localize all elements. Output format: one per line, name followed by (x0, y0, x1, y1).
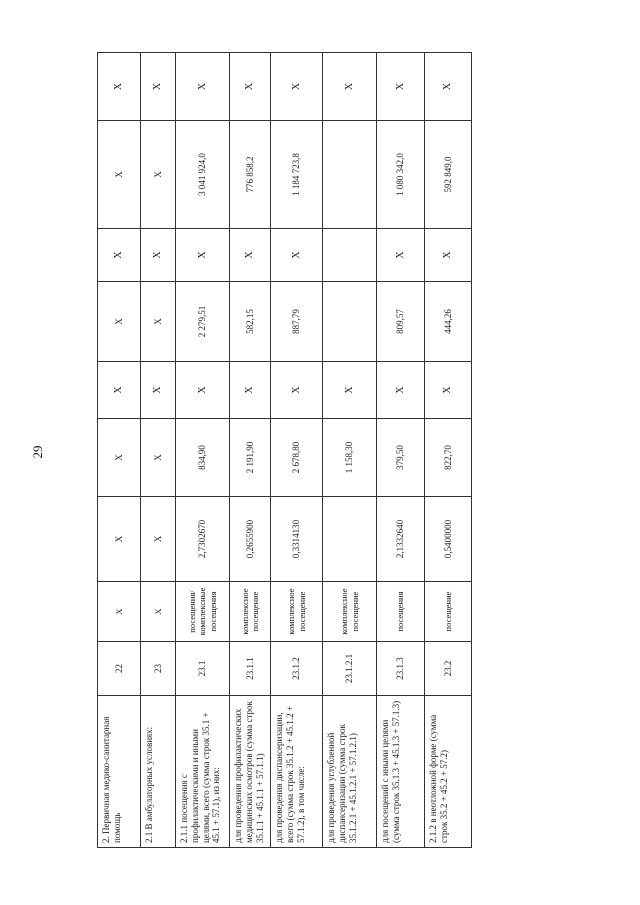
row-label: для проведения профилактических медицинских осмотров (сумма строк 35.1.1 + 45.1.1 + 57.1.1) (230, 696, 271, 848)
row-label: для проведения углубленной диспансеризации (сумма строк 35.1.2.1 + 45.1.2.1 + 57.1.2.1) (323, 696, 377, 848)
cell-col8: X (271, 229, 323, 282)
row-code: 23.1 (176, 642, 230, 696)
per-capita-value: X (98, 282, 141, 362)
unit-of-measure: X (98, 582, 141, 642)
cell-col10: X (377, 53, 425, 121)
cell-col10: X (230, 53, 271, 121)
cost-norm: 2 191,90 (230, 419, 271, 497)
per-capita-value: 2 279,51 (176, 282, 230, 362)
table-row (271, 53, 323, 848)
row-label: 2.1 В амбулаторных условиях: (141, 696, 176, 848)
row-label: для посещений с иными целями (сумма строк 35.1.3 + 45.1.3 + 57.1.3) (377, 696, 425, 848)
per-capita-value: X (141, 282, 176, 362)
cell-col6: X (230, 362, 271, 419)
total-value: X (98, 121, 141, 229)
per-capita-value (323, 282, 377, 362)
row-code: 23.1.1 (230, 642, 271, 696)
cell-col6: X (176, 362, 230, 419)
per-capita-value: 444,26 (425, 282, 472, 362)
cost-norm: X (141, 419, 176, 497)
table-row (98, 53, 141, 848)
row-label: 2.1.2 в неотложной форме (сумма строк 35.2 + 45.2 + 57.2) (425, 696, 472, 848)
row-label: 2. Первичная медико-санитарная помощь (98, 696, 141, 848)
unit-of-measure: X (141, 582, 176, 642)
unit-of-measure: посещение (425, 582, 472, 642)
row-code: 22 (98, 642, 141, 696)
cost-norm: 379,50 (377, 419, 425, 497)
table-row (176, 53, 230, 848)
volume-norm: 2,7302670 (176, 497, 230, 582)
row-code: 23 (141, 642, 176, 696)
total-value: 1 184 723,8 (271, 121, 323, 229)
cell-col6: X (323, 362, 377, 419)
volume-norm: X (98, 497, 141, 582)
cell-col8: X (98, 229, 141, 282)
unit-of-measure: посещения/комплексные посещения (176, 582, 230, 642)
unit-of-measure: комплексное посещение (323, 582, 377, 642)
total-value: 1 080 342,0 (377, 121, 425, 229)
per-capita-value: 887,79 (271, 282, 323, 362)
total-value: 592 849,0 (425, 121, 472, 229)
cost-norm: X (98, 419, 141, 497)
volume-norm: 0,3314130 (271, 497, 323, 582)
row-code: 23.1.2 (271, 642, 323, 696)
page-number: 29 (30, 445, 45, 459)
cell-col6: X (271, 362, 323, 419)
financing-table (97, 52, 472, 848)
cell-col6: X (425, 362, 472, 419)
cell-col8: X (230, 229, 271, 282)
cell-col8: X (141, 229, 176, 282)
cell-col6: X (377, 362, 425, 419)
unit-of-measure: комплексное посещение (271, 582, 323, 642)
cost-norm: 2 678,80 (271, 419, 323, 497)
total-value: 776 858,2 (230, 121, 271, 229)
cell-col6: X (98, 362, 141, 419)
cell-col10: X (98, 53, 141, 121)
table-row (230, 53, 271, 848)
total-value (323, 121, 377, 229)
row-code: 23.2 (425, 642, 472, 696)
cost-norm: 834,90 (176, 419, 230, 497)
volume-norm: 2,1332640 (377, 497, 425, 582)
cell-col10: X (323, 53, 377, 121)
cost-norm: 822,70 (425, 419, 472, 497)
per-capita-value: 582,15 (230, 282, 271, 362)
total-value: 3 041 924,0 (176, 121, 230, 229)
cell-col10: X (176, 53, 230, 121)
row-label: для проведения диспансеризации, всего (сумма строк 35.1.2 + 45.1.2 + 57.1.2), в том числе: (271, 696, 323, 848)
table-row (323, 53, 377, 848)
row-code: 23.1.3 (377, 642, 425, 696)
table-row (141, 53, 176, 848)
cell-col10: X (271, 53, 323, 121)
volume-norm: 0,5400000 (425, 497, 472, 582)
cell-col8 (323, 229, 377, 282)
volume-norm (323, 497, 377, 582)
per-capita-value: 809,57 (377, 282, 425, 362)
row-label: 2.1.1 посещения с профилактическими и иными целями, всего (сумма строк 35.1 + 45.1 + 57.1), из них: (176, 696, 230, 848)
cell-col8: X (377, 229, 425, 282)
table-body (98, 53, 472, 848)
cell-col6: X (141, 362, 176, 419)
volume-norm: 0,2655900 (230, 497, 271, 582)
cell-col8: X (176, 229, 230, 282)
row-code: 23.1.2.1 (323, 642, 377, 696)
cost-norm: 1 158,30 (323, 419, 377, 497)
unit-of-measure: посещения (377, 582, 425, 642)
volume-norm: X (141, 497, 176, 582)
table-row (425, 53, 472, 848)
rotated-table-wrapper (97, 53, 497, 848)
total-value: X (141, 121, 176, 229)
cell-col8: X (425, 229, 472, 282)
cell-col10: X (425, 53, 472, 121)
table-row (377, 53, 425, 848)
unit-of-measure: комплексное посещение (230, 582, 271, 642)
cell-col10: X (141, 53, 176, 121)
